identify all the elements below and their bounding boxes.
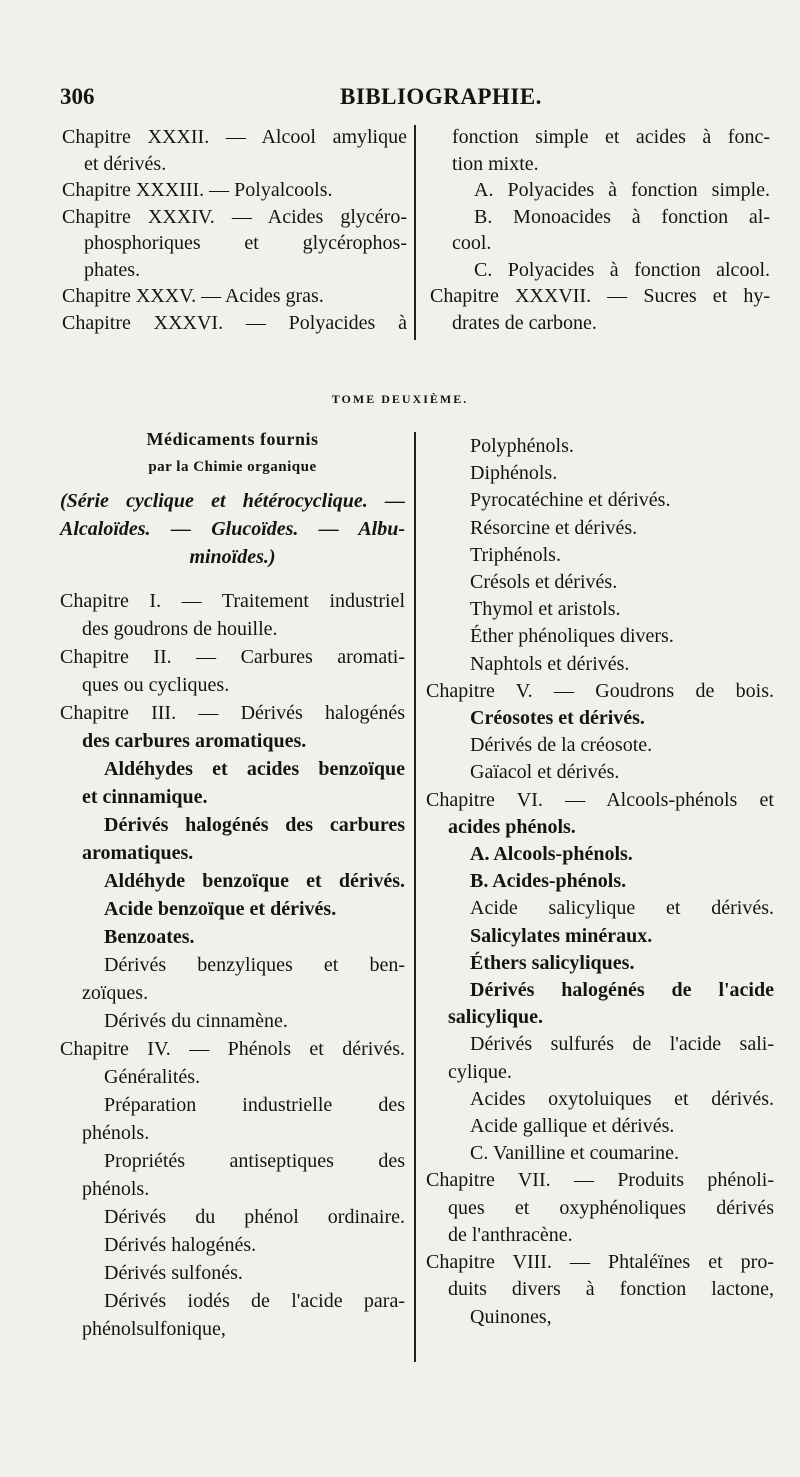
page-number: 306 bbox=[60, 84, 95, 109]
list-item: Chapitre V. — Goudrons de bois. bbox=[426, 679, 774, 702]
list-item: Crésols et dérivés. bbox=[470, 571, 618, 594]
list-item: Acide gallique et dérivés. bbox=[470, 1115, 675, 1138]
list-item: cylique. bbox=[448, 1060, 512, 1083]
list-item: aromatiques. bbox=[82, 842, 194, 864]
list-item: Créosotes et dérivés. bbox=[470, 707, 645, 730]
list-item: fonction simple et acides à fonc- bbox=[452, 126, 770, 148]
list-item: Généralités. bbox=[104, 1066, 201, 1088]
list-item: Polyphénols. bbox=[470, 435, 574, 457]
list-item: Dérivés sulfonés. bbox=[104, 1262, 243, 1284]
list-item: phosphoriques et glycérophos- bbox=[84, 232, 407, 254]
list-item: ques ou cycliques. bbox=[82, 674, 230, 696]
list-item: salicylique. bbox=[448, 1006, 544, 1029]
list-item: Gaïacol et dérivés. bbox=[470, 761, 620, 784]
list-item: et dérivés. bbox=[84, 152, 167, 175]
list-item: Acide benzoïque et dérivés. bbox=[104, 898, 337, 920]
list-item: Aldéhydes et acides benzoïque bbox=[104, 758, 405, 780]
page-header bbox=[60, 84, 710, 114]
list-item: Dérivés de la créosote. bbox=[470, 734, 653, 757]
list-item: Chapitre VI. — Alcools-phénols et bbox=[426, 788, 774, 811]
list-item: phénolsulfonique, bbox=[82, 1318, 226, 1340]
list-item: Chapitre XXXII. — Alcool amylique bbox=[62, 126, 407, 148]
list-item: duits divers à fonction lactone, bbox=[448, 1278, 774, 1301]
list-item: Chapitre VII. — Produits phénoli- bbox=[426, 1169, 774, 1192]
list-item: Dérivés du cinnamène. bbox=[104, 1010, 288, 1032]
list-item: Chapitre I. — Traitement industriel bbox=[60, 590, 405, 612]
bottom-right-column bbox=[426, 433, 774, 1331]
list-item: Triphénols. bbox=[470, 543, 561, 566]
list-item: Acides oxytoluiques et dérivés. bbox=[470, 1087, 774, 1110]
section-title: Médicaments fournis bbox=[146, 429, 319, 449]
column-divider bbox=[414, 432, 416, 1362]
list-item: B. Acides-phénols. bbox=[470, 870, 627, 893]
list-item: Naphtols et dérivés. bbox=[470, 652, 630, 675]
list-item: drates de carbone. bbox=[452, 311, 597, 334]
list-item: Chapitre XXXIV. — Acides glycéro- bbox=[62, 205, 407, 228]
list-item: Chapitre IV. — Phénols et dérivés. bbox=[60, 1038, 405, 1060]
top-left-column bbox=[62, 124, 407, 336]
list-item: Quinones, bbox=[470, 1305, 552, 1328]
list-item: Dérivés du phénol ordinaire. bbox=[104, 1206, 405, 1228]
list-item: Pyrocatéchine et dérivés. bbox=[470, 489, 671, 512]
list-item: Chapitre XXXV. — Acides gras. bbox=[62, 285, 324, 307]
list-item: A. Polyacides à fonction simple. bbox=[474, 179, 770, 201]
list-item: Dérivés halogénés des carbures bbox=[104, 814, 405, 836]
list-item: Chapitre VIII. — Phtaléïnes et pro- bbox=[426, 1251, 774, 1274]
list-item: cool. bbox=[452, 232, 492, 254]
list-item: tion mixte. bbox=[452, 152, 539, 175]
list-item: phénols. bbox=[82, 1122, 150, 1144]
list-item: Diphénols. bbox=[470, 462, 558, 485]
column-divider bbox=[414, 125, 416, 340]
list-item: Chapitre III. — Dérivés halogénés bbox=[60, 702, 405, 724]
running-title: BIBLIOGRAPHIE. bbox=[340, 84, 542, 109]
list-item: Dérivés benzyliques et ben- bbox=[104, 954, 405, 976]
list-item: Dérivés iodés de l'acide para- bbox=[104, 1290, 405, 1312]
list-item: de l'anthracène. bbox=[448, 1223, 573, 1246]
list-item: phénols. bbox=[82, 1178, 150, 1200]
list-item: Benzoates. bbox=[104, 926, 195, 948]
list-item: Chapitre II. — Carbures aromati- bbox=[60, 646, 405, 668]
list-item: Préparation industrielle des bbox=[104, 1094, 405, 1116]
list-item: Éther phénoliques divers. bbox=[470, 625, 674, 648]
list-item: Chapitre XXXIII. — Polyalcools. bbox=[62, 179, 333, 201]
list-item: ques et oxyphénoliques dérivés bbox=[448, 1196, 774, 1219]
section-title-line2: par la Chimie organique bbox=[148, 459, 317, 475]
list-item: A. Alcools-phénols. bbox=[470, 843, 633, 866]
list-item: Dérivés halogénés. bbox=[104, 1234, 257, 1256]
section-subtitle: (Série cyclique et hétérocyclique. — bbox=[60, 490, 405, 512]
list-item: des goudrons de houille. bbox=[82, 618, 278, 640]
list-item: Chapitre XXXVI. — Polyacides à bbox=[62, 311, 407, 334]
list-item: Éthers salicyliques. bbox=[470, 951, 635, 974]
list-item: Propriétés antiseptiques des bbox=[104, 1150, 405, 1172]
list-item: C. Polyacides à fonction alcool. bbox=[474, 258, 770, 281]
list-item: Dérivés halogénés de l'acide bbox=[470, 979, 774, 1002]
list-item: Aldéhyde benzoïque et dérivés. bbox=[104, 870, 405, 892]
volume-heading: TOME DEUXIÈME. bbox=[331, 392, 469, 406]
list-item: C. Vanilline et coumarine. bbox=[470, 1142, 680, 1165]
list-item: Acide salicylique et dérivés. bbox=[470, 897, 774, 920]
list-item: des carbures aromatiques. bbox=[82, 730, 307, 752]
section-subtitle: minoïdes.) bbox=[189, 546, 276, 568]
list-item: zoïques. bbox=[82, 982, 149, 1004]
bottom-left-column bbox=[60, 425, 405, 1343]
list-item: Thymol et aristols. bbox=[470, 598, 621, 621]
list-item: Résorcine et dérivés. bbox=[470, 516, 638, 539]
list-item: B. Monoacides à fonction al- bbox=[474, 205, 770, 228]
list-item: et cinnamique. bbox=[82, 786, 208, 808]
top-right-column bbox=[430, 124, 770, 336]
list-item: Dérivés sulfurés de l'acide sali- bbox=[470, 1033, 774, 1056]
list-item: Chapitre XXXVII. — Sucres et hy- bbox=[430, 285, 770, 307]
list-item: acides phénols. bbox=[448, 815, 576, 838]
list-item: phates. bbox=[84, 258, 141, 281]
section-subtitle: Alcaloïdes. — Glucoïdes. — Albu- bbox=[60, 518, 405, 540]
list-item: Salicylates minéraux. bbox=[470, 924, 653, 947]
